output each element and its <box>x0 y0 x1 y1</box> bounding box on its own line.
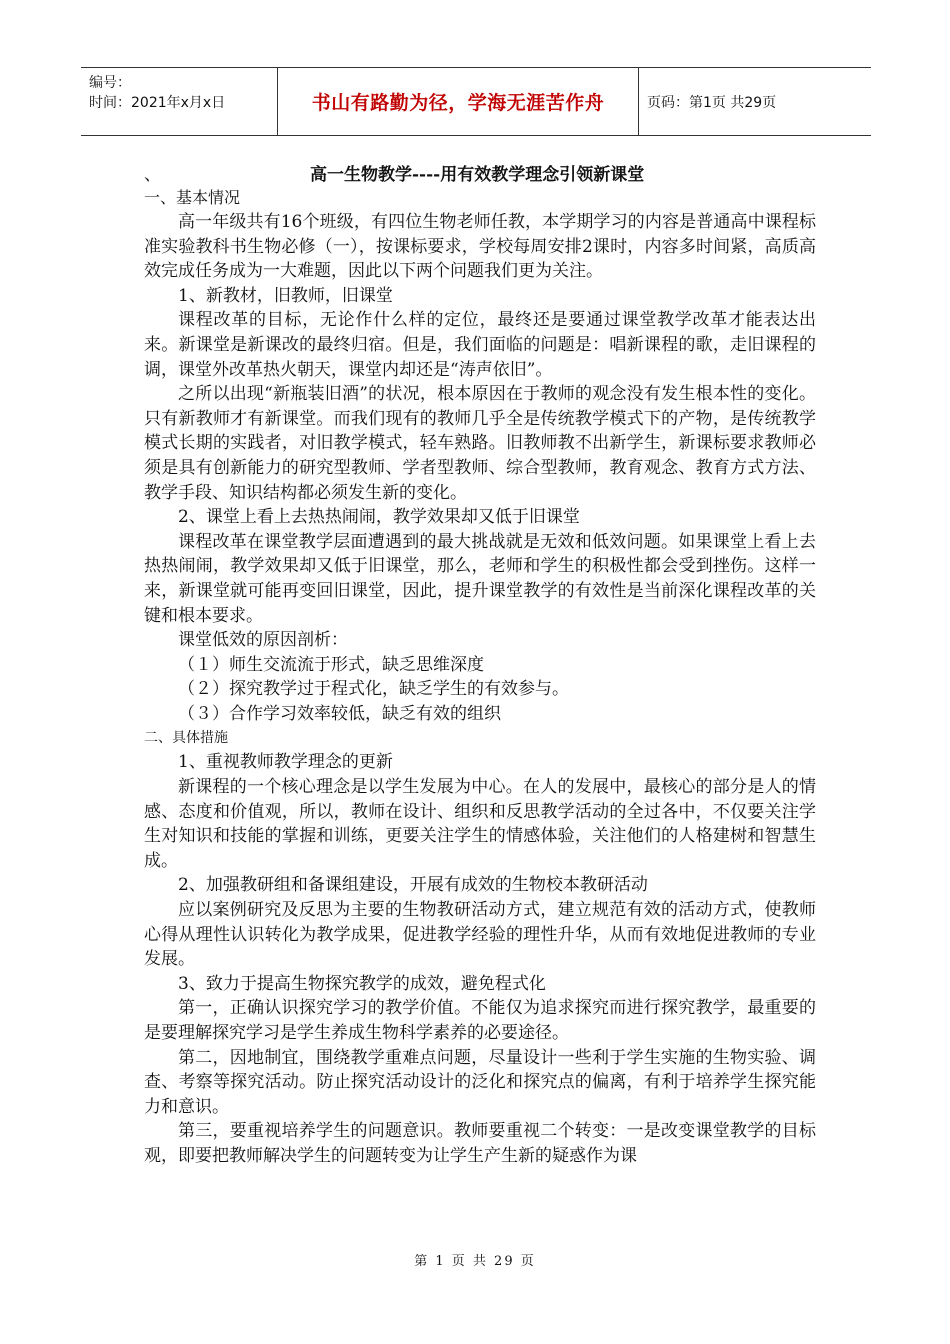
paragraph: 第三，要重视培养学生的问题意识。教师要重视二个转变：一是改变课堂教学的目标观，即要把教师解决学生的问题转变为让学生产生新的疑惑作为课 <box>144 1121 816 1166</box>
list-item: （１）师生交流流于形式，缺乏思维深度 <box>178 654 484 675</box>
paragraph: 之所以出现“新瓶装旧酒”的状况，根本原因在于教师的观念没有发生根本性的变化。只有新教师才有新课堂。而我们现有的教师几乎全是传统教学模式下的产物，是传统教学模式长期的实践者，对旧教学模式，轻车熟路。旧教师教不出新学生，新课标要求教师必须是具有创新能力的研究型教师、学者型教师、综合型教师，教育观念、教育方式方法、教学手段、知识结构都必须发生新的变化。 <box>144 384 816 503</box>
page-footer: 第 1 页 共 29 页 <box>414 1254 536 1269</box>
list-item: （２）探究教学过于程式化，缺乏学生的有效参与。 <box>178 679 569 700</box>
subheading: 3、致力于提高生物探究教学的成效，避免程式化 <box>178 973 546 994</box>
subheading: 1、重视教师教学理念的更新 <box>178 752 393 773</box>
subheading: 2、课堂上看上去热热闹闹，教学效果却又低于旧课堂 <box>178 507 580 528</box>
paragraph: 应以案例研究及反思为主要的生物教研活动方式，建立规范有效的活动方式，使教师心得从理性认识转化为教学成果，促进教学经验的理性升华，从而有效地促进教师的专业发展。 <box>144 900 816 970</box>
document-title: 高一生物教学----用有效教学理念引领新课堂 <box>310 165 645 185</box>
title-row <box>144 158 816 186</box>
document-date: 时间：2021年x月x日 <box>89 95 226 111</box>
paragraph: 新课程的一个核心理念是以学生发展为中心。在人的发展中，最核心的部分是人的情感、态度和价值观，所以，教师在设计、组织和反思教学活动的全过各中，不仅要关注学生对知识和技能的掌握和训练，更要关注学生的情感体验，关注他们的人格建树和智慧生成。 <box>144 777 816 871</box>
subheading: 课堂低效的原因剖析： <box>178 630 348 651</box>
header-page-info: 页码：第1页 共29页 <box>647 94 777 111</box>
section-heading-1: 一、基本情况 <box>144 188 241 207</box>
header-motto: 书山有路勤为径，学海无涯苦作舟 <box>277 68 639 135</box>
header-meta <box>81 68 277 135</box>
subheading: 2、加强教研组和备课组建设，开展有成效的生物校本教研活动 <box>178 875 648 896</box>
paragraph: 课程改革的目标，无论作什么样的定位，最终还是要通过课堂教学改革才能表达出来。新课堂是新课改的最终归宿。但是，我们面临的问题是：唱新课程的歌，走旧课程的调，课堂外改革热火朝天，课堂内却还是“涛声依旧”。 <box>144 310 816 380</box>
list-item: （３）合作学习效率较低，缺乏有效的组织 <box>178 703 501 724</box>
paragraph: 第一，正确认识探究学习的教学价值。不能仅为追求探究而进行探究教学，最重要的是要理解探究学习是学生养成生物科学素养的必要途径。 <box>144 998 816 1043</box>
paragraph: 第二，因地制宜，围绕教学重难点问题，尽量设计一些利于学生实施的生物实验、调查、考察等探究活动。防止探究活动设计的泛化和探究点的偏离，有利于培养学生探究能力和意识。 <box>144 1047 816 1117</box>
page-header <box>81 67 871 136</box>
title-mark: 、 <box>144 165 161 185</box>
section-heading-2: 二、具体措施 <box>144 730 228 747</box>
paragraph: 高一年级共有16个班级，有四位生物老师任教，本学期学习的内容是普通高中课程标准实验教科书生物必修（一），按课标要求，学校每周安排2课时，内容多时间紧，高质高效完成任务成为一大难题，因此以下两个问题我们更为关注。 <box>144 212 816 282</box>
document-number-label: 编号： <box>89 75 131 91</box>
document-body <box>144 158 816 1169</box>
paragraph: 课程改革在课堂教学层面遭遇到的最大挑战就是无效和低效问题。如果课堂上看上去热热闹闹，教学效果却又低于旧课堂，那么，老师和学生的积极性都会受到挫伤。这样一来，新课堂就可能再变回旧课堂，因此，提升课堂教学的有效性是当前深化课程改革的关键和根本要求。 <box>144 531 816 626</box>
subheading: 1、新教材，旧教师，旧课堂 <box>178 285 393 306</box>
